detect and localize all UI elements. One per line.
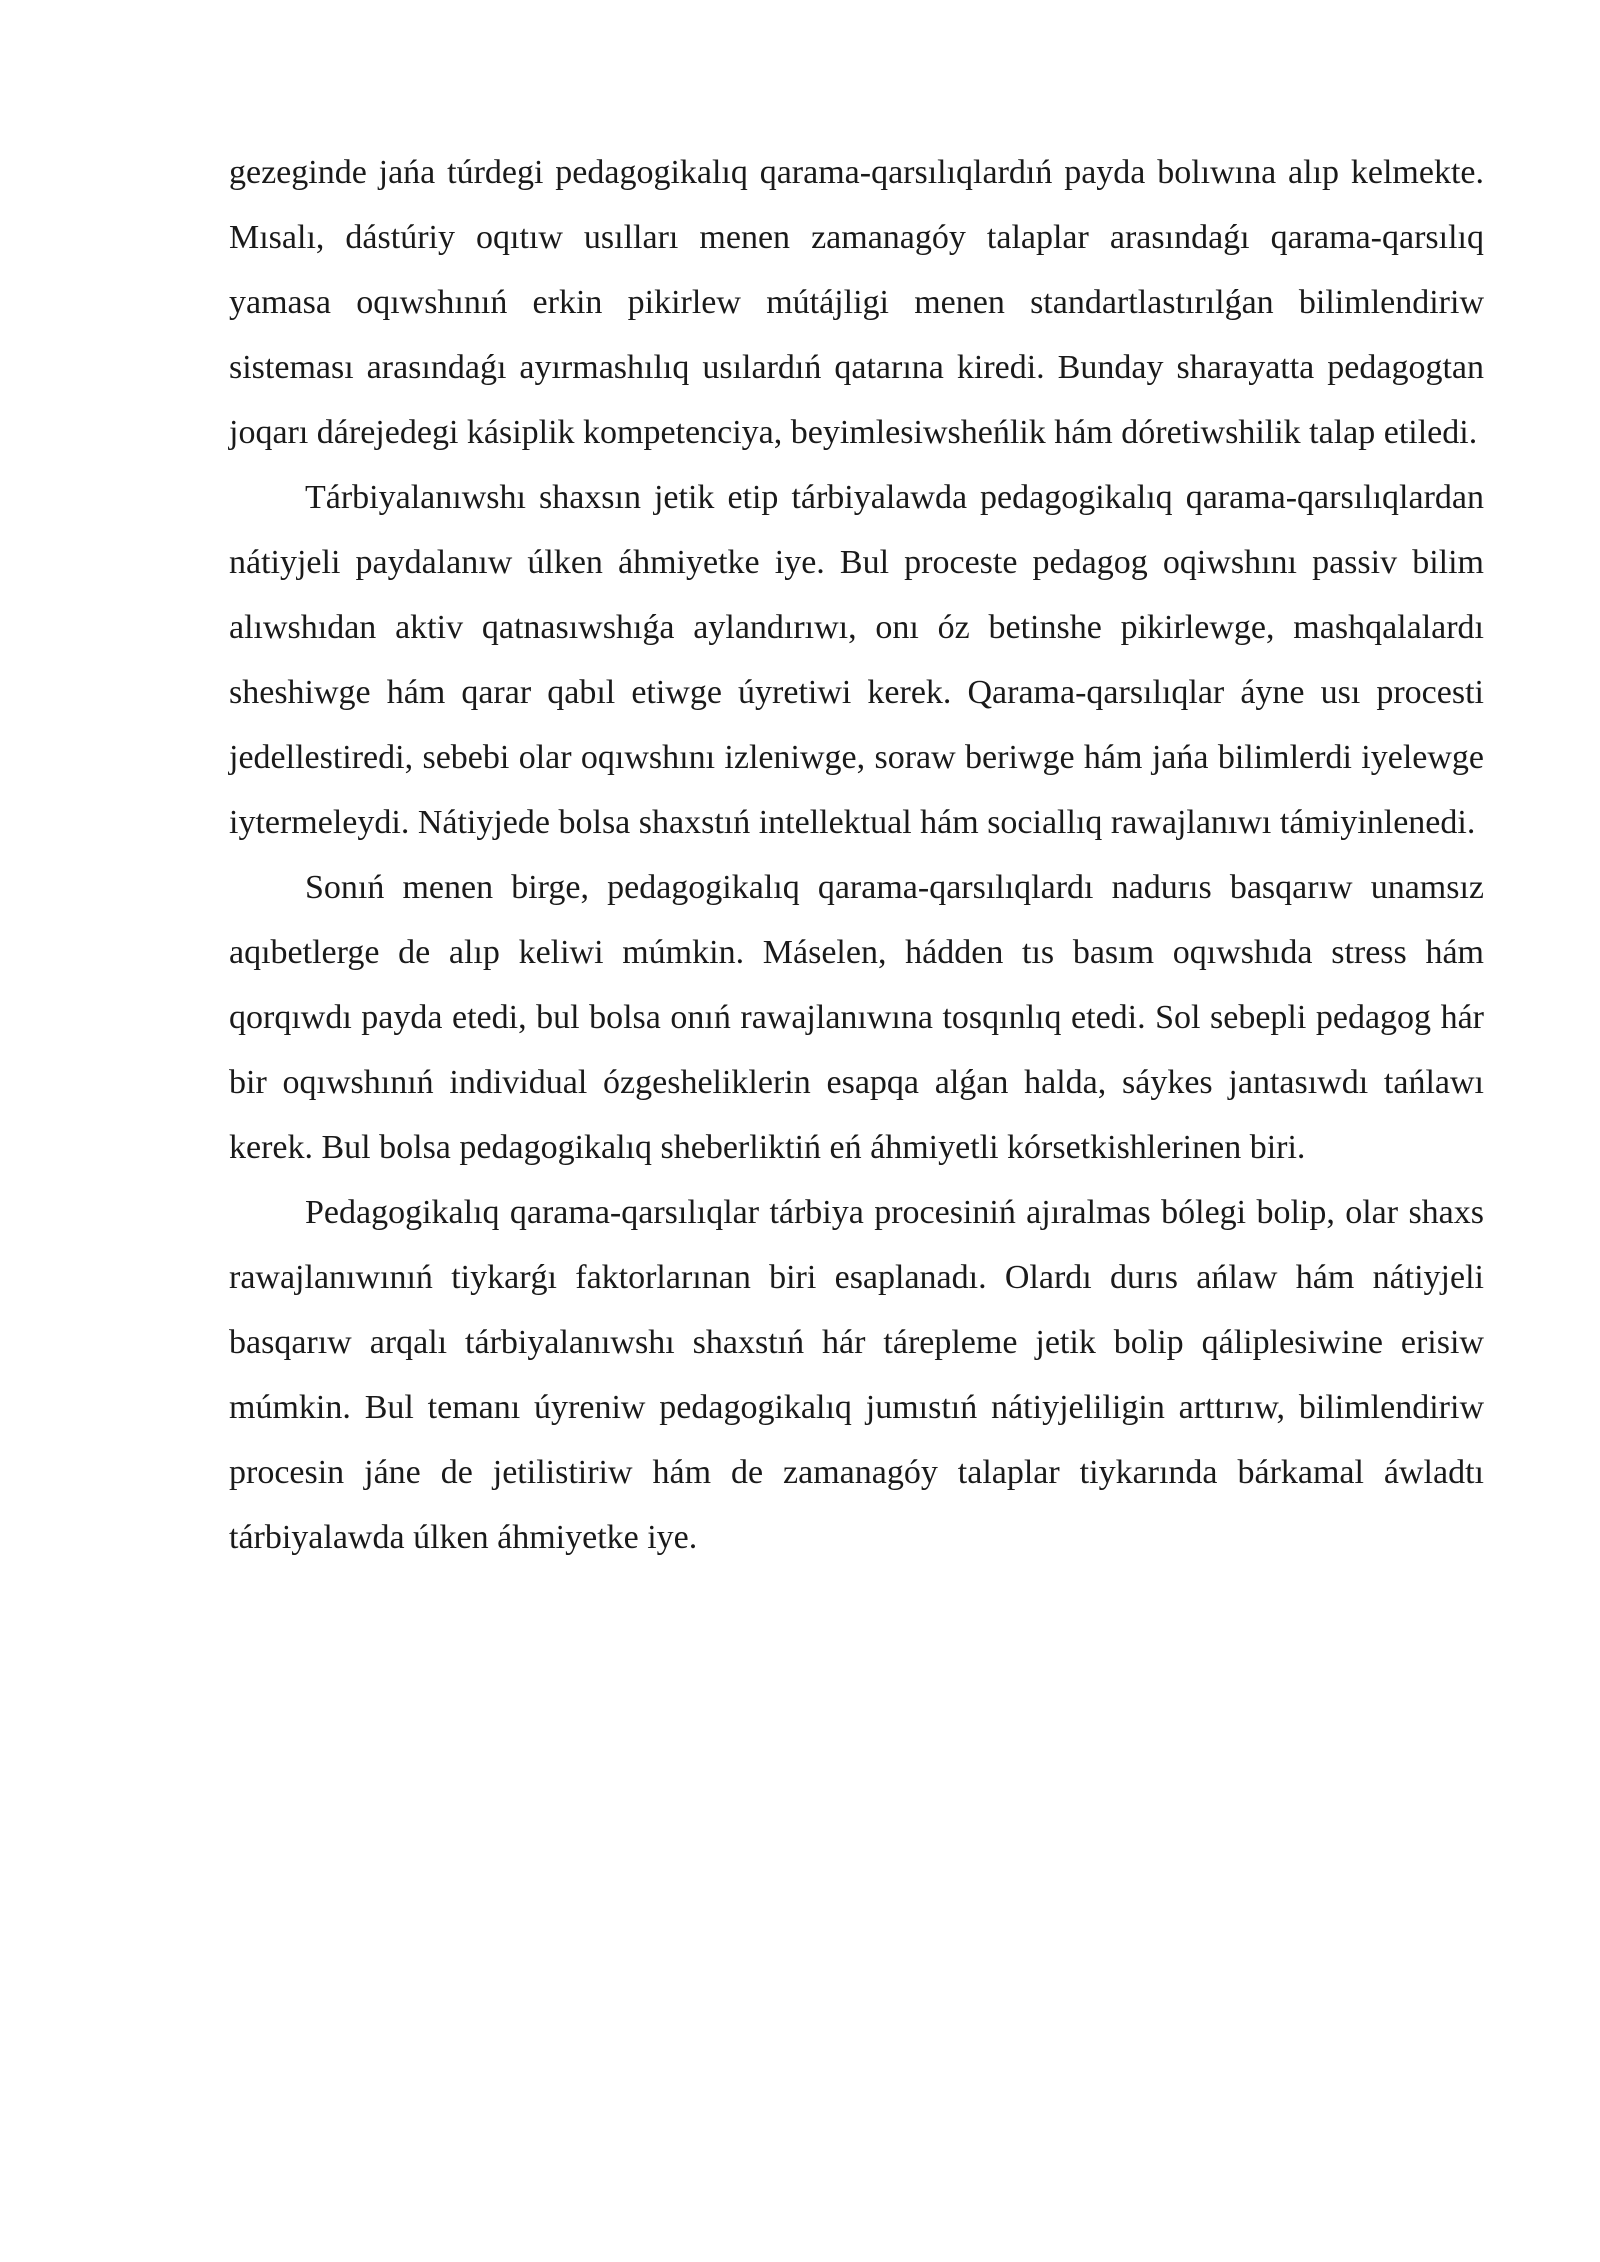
paragraph-4: Pedagogikalıq qarama-qarsılıqlar tárbiya procesiniń ajıralmas bólegi bolip, olar shaxs rawajlanıwınıń tiykarǵı faktorlarınan biri esaplanadı. Olardı durıs ańlaw hám nátiyjeli basqarıw arqalı tárbiyalanıwshı shaxstıń hár tárepleme jetik bolip qáliplesiwine erisiw múmkin. Bul temanı úyreniw pedagogikalıq jumıstıń nátiyjeliligin arttırıw, bilimlendiriw procesin jáne de jetilistiriw hám de zamanagóy talaplar tiykarında bárkamal áwladtı tárbiyalawda úlken áhmiyetke iye. [229, 1194, 1484, 1556]
paragraph-3: Sonıń menen birge, pedagogikalıq qarama-qarsılıqlardı nadurıs basqarıw unamsız aqıbetlerge de alıp keliwi múmkin. Máselen, hádden tıs basım oqıwshıda stress hám qorqıwdı payda etedi, bul bolsa onıń rawajlanıwına tosqınlıq etedi. Sol sebepli pedagog hár bir oqıwshınıń individual ózgesheliklerin esapqa alǵan halda, sáykes jantasıwdı tańlawı kerek. Bul bolsa pedagogikalıq sheberliktiń eń áhmiyetli kórsetkishlerinen biri. [229, 869, 1484, 1166]
paragraph-1: gezeginde jańa túrdegi pedagogikalıq qarama-qarsılıqlardıń payda bolıwına alıp kelmekte. Mısalı, dástúriy oqıtıw usılları menen zamanagóy talaplar arasındaǵı qarama-qarsılıq yamasa oqıwshınıń erkin pikirlew mútájligi menen standartlastırılǵan bilimlendiriw sisteması arasındaǵı ayırmashılıq usılardıń qatarına kiredi. Bunday sharayatta pedagogtan joqarı dárejedegi kásiplik kompetenciya, beyimlesiwsheńlik hám dóretiwshilik talap etiledi. [229, 154, 1484, 451]
document-body [229, 140, 1484, 1570]
paragraph-2: Tárbiyalanıwshı shaxsın jetik etip tárbiyalawda pedagogikalıq qarama-qarsılıqlardan nátiyjeli paydalanıw úlken áhmiyetke iye. Bul proceste pedagog oqiwshını passiv bilim alıwshıdan aktiv qatnasıwshıǵa aylandırıwı, onı óz betinshe pikirlewge, mashqalalardı sheshiwge hám qarar qabıl etiwge úyretiwi kerek. Qarama-qarsılıqlar áyne usı procesti jedellestiredi, sebebi olar oqıwshını izleniwge, soraw beriwge hám jańa bilimlerdi iyelewge iytermeleydi. Nátiyjede bolsa shaxstıń intellektual hám sociallıq rawajlanıwı támiyinlenedi. [229, 479, 1484, 841]
